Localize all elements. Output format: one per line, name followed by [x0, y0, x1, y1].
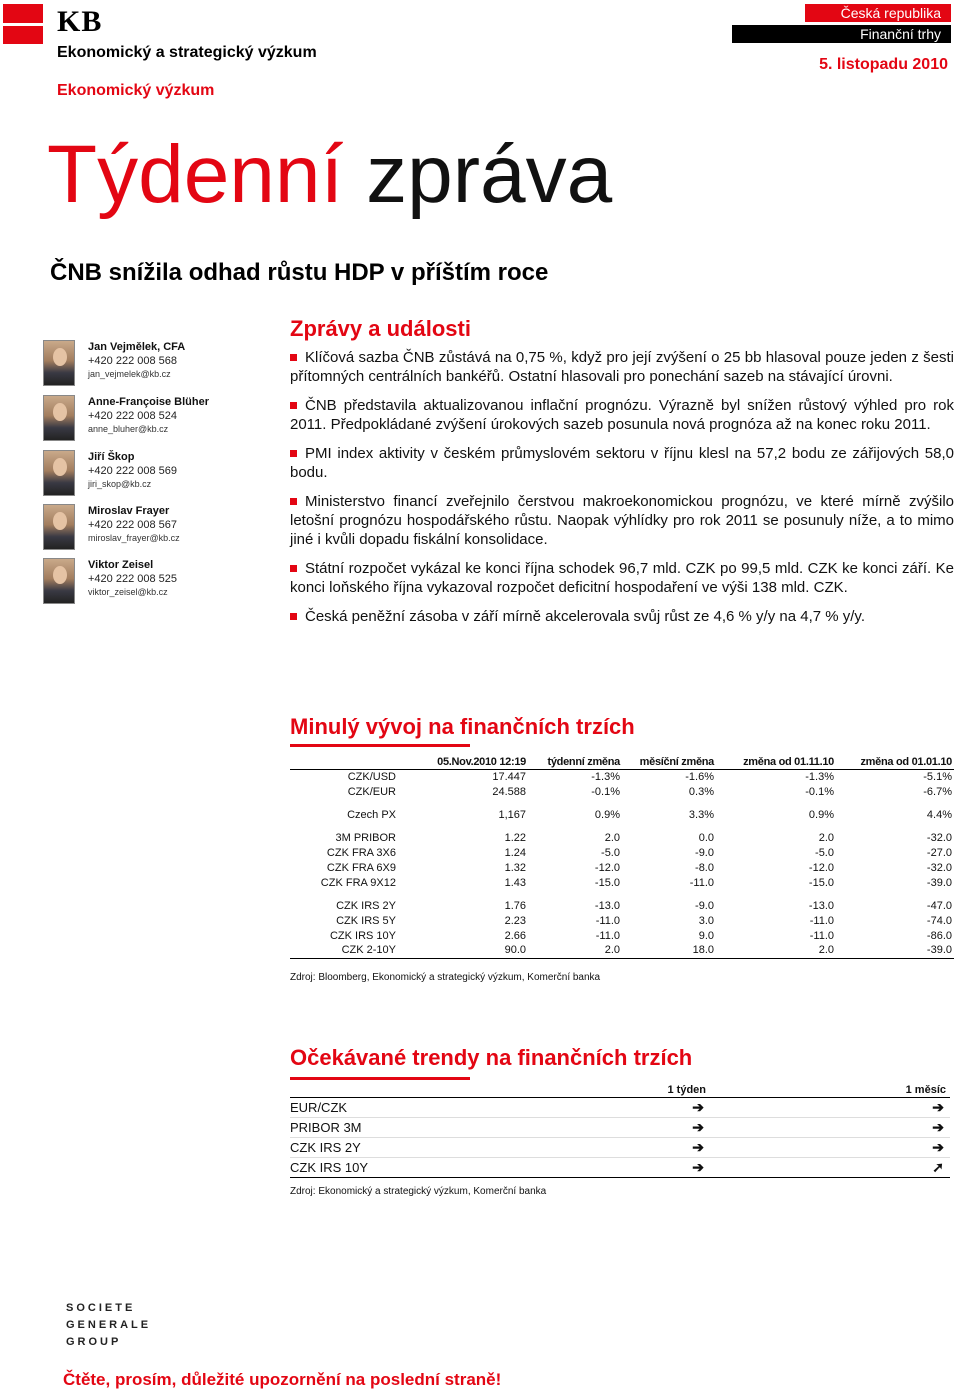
country-label: Česká republika [805, 4, 951, 22]
sg-logo-line: GENERALE [66, 1319, 152, 1331]
markets-table-body [290, 769, 954, 958]
table-cell: 2.0 [818, 831, 834, 844]
trends-source: Zdroj: Ekonomický a strategický výzkum, Komerční banka [290, 1186, 547, 1197]
instrument-name: CZK FRA 6X9 [326, 861, 396, 874]
instrument-name: CZK IRS 5Y [336, 914, 396, 927]
table-row [290, 943, 954, 958]
table-row [290, 898, 954, 913]
instrument-name: CZK 2-10Y [290, 943, 398, 958]
table-cell: -39.0 [836, 943, 954, 958]
table-cell: 1.32 [504, 861, 526, 874]
author-card [43, 558, 263, 606]
table-cell: 4.4% [926, 808, 952, 821]
table-cell: 17.447 [492, 770, 526, 783]
author-photo [43, 450, 75, 496]
markets-table [290, 755, 954, 959]
author-photo [43, 558, 75, 604]
table-cell: -5.0 [815, 846, 834, 859]
table-cell: 0.0 [698, 831, 714, 844]
subdepartment-name: Ekonomický výzkum [57, 82, 215, 99]
arrow-right-icon: ➔ [540, 1117, 710, 1137]
table-row [290, 1157, 950, 1177]
author-email[interactable]: anne_bluher@kb.cz [88, 424, 169, 434]
table-cell: -0.1% [591, 785, 620, 798]
author-name: Miroslav Frayer [88, 505, 170, 517]
trend-label: PRIBOR 3M [290, 1117, 540, 1137]
arrow-right-icon: ➔ [710, 1137, 950, 1157]
author-photo [43, 395, 75, 441]
bullet-icon [290, 613, 297, 620]
news-item: PMI index aktivity v českém průmyslovém sektoru v říjnu klesl na 57,2 bodu ze zářijových 58,0 bodu. [290, 445, 954, 481]
table-cell: -12.0 [808, 861, 834, 874]
sg-logo-line: GROUP [66, 1336, 122, 1348]
bullet-icon [290, 402, 297, 409]
table-cell: -13.0 [594, 899, 620, 912]
table-cell: -74.0 [926, 914, 952, 927]
table-cell: -27.0 [926, 846, 952, 859]
table-row [290, 1137, 950, 1157]
column-header: 1 měsíc [710, 1083, 950, 1097]
table-cell: -5.1% [923, 770, 952, 783]
table-cell: -8.0 [695, 861, 714, 874]
author-phone: +420 222 008 524 [88, 410, 178, 422]
column-header: změna od 01.11.10 [716, 755, 836, 769]
table-cell: 2.0 [604, 831, 620, 844]
news-item: ČNB představila aktualizovanou inflační prognózu. Výrazně byl snížen růstový výhled pro rok 2011. Předpokládané zvýšení úrokových sazeb posunula nová prognóza až na konec roku 2011. [290, 397, 954, 433]
instrument-name: CZK/EUR [347, 785, 396, 798]
author-name: Jan Vejmělek, CFA [88, 341, 186, 353]
instrument-name: CZK FRA 9X12 [320, 876, 396, 889]
table-cell: -9.0 [695, 846, 714, 859]
column-header: týdenní změna [528, 755, 622, 769]
markets-heading: Minulý vývoj na finančních trzích [290, 714, 635, 739]
table-cell: 1.43 [504, 876, 526, 889]
table-cell: 2.23 [504, 914, 526, 927]
table-row [290, 913, 954, 928]
news-list [290, 348, 954, 636]
sg-logo-line: SOCIETE [66, 1302, 136, 1314]
table-cell: 3.0 [698, 914, 714, 927]
instrument-name: 3M PRIBOR [335, 831, 396, 844]
table-cell: 90.0 [398, 943, 528, 958]
table-cell: 2.0 [528, 943, 622, 958]
table-header-row [290, 755, 954, 769]
table-cell: -11.0 [595, 929, 620, 942]
table-cell: -15.0 [808, 876, 834, 889]
market-label: Finanční trhy [732, 25, 951, 43]
table-cell: 1.24 [504, 846, 526, 859]
table-cell: 0.3% [688, 785, 714, 798]
news-item: Státní rozpočet vykázal ke konci října schodek 96,7 mld. CZK po 99,5 mld. CZK ke konci září. Ke konci loňského října vykazoval rozpočet deficitní hospodaření ve výši 138 mld. CZK. [290, 560, 954, 596]
table-row [290, 784, 954, 799]
trend-label: CZK IRS 2Y [290, 1137, 540, 1157]
column-header: 1 týden [540, 1083, 710, 1097]
table-cell: 24.588 [492, 785, 526, 798]
instrument-name: CZK IRS 2Y [336, 899, 396, 912]
news-heading: Zprávy a události [290, 316, 471, 341]
column-header [290, 755, 398, 769]
author-email[interactable]: jan_vejmelek@kb.cz [88, 369, 171, 379]
table-cell: -6.7% [923, 785, 952, 798]
department-name: Ekonomický a strategický výzkum [57, 44, 317, 61]
table-cell: -32.0 [926, 861, 952, 874]
table-row [290, 1097, 950, 1117]
bullet-icon [290, 450, 297, 457]
report-title-part1: Týdenní [47, 129, 344, 220]
table-cell: -12.0 [594, 861, 620, 874]
heading-underline [290, 744, 470, 747]
table-row [290, 769, 954, 784]
arrow-right-icon: ➔ [540, 1097, 710, 1117]
table-cell: 0.9% [594, 808, 620, 821]
table-cell: 18.0 [622, 943, 716, 958]
table-cell: -5.0 [601, 846, 620, 859]
table-cell: -11.0 [689, 876, 714, 889]
news-item: Česká peněžní zásoba v září mírně akcelerovala svůj růst ze 4,6 % y/y na 4,7 % y/y. [290, 607, 954, 626]
table-cell: 1.76 [504, 899, 526, 912]
author-email[interactable]: viktor_zeisel@kb.cz [88, 587, 168, 597]
author-phone: +420 222 008 569 [88, 465, 178, 477]
table-cell: -1.6% [685, 770, 714, 783]
bullet-icon [290, 354, 297, 361]
table-cell: -32.0 [926, 831, 952, 844]
kb-logo-divider [3, 23, 43, 26]
report-date: 5. listopadu 2010 [819, 56, 948, 73]
table-row [290, 830, 954, 845]
instrument-name: CZK/USD [347, 770, 396, 783]
table-cell: 9.0 [698, 929, 714, 942]
table-row [290, 807, 954, 822]
table-row [290, 860, 954, 875]
trends-table [290, 1083, 950, 1178]
report-title-part2: zpráva [366, 129, 613, 220]
table-cell: 2.0 [716, 943, 836, 958]
table-row [290, 845, 954, 860]
table-cell: 0.9% [808, 808, 834, 821]
author-phone: +420 222 008 567 [88, 519, 178, 531]
column-header: změna od 01.01.10 [836, 755, 954, 769]
arrow-up-right-icon: ➚ [710, 1157, 950, 1177]
table-cell: 1,167 [498, 808, 526, 821]
table-cell: -0.1% [805, 785, 834, 798]
author-email[interactable]: miroslav_frayer@kb.cz [88, 533, 180, 543]
report-title [47, 125, 612, 225]
table-cell: -15.0 [594, 876, 620, 889]
author-email[interactable]: jiri_skop@kb.cz [88, 479, 152, 489]
table-row [290, 928, 954, 943]
arrow-right-icon: ➔ [710, 1117, 950, 1137]
table-gap-row [290, 799, 954, 807]
heading-underline [290, 1077, 470, 1080]
author-card [43, 340, 263, 388]
table-row [290, 875, 954, 890]
table-cell: -39.0 [926, 876, 952, 889]
column-header [290, 1083, 540, 1097]
author-name: Jiří Škop [88, 451, 135, 463]
table-cell: -11.0 [809, 914, 834, 927]
column-header: 05.Nov.2010 12:19 [398, 755, 528, 769]
bullet-icon [290, 565, 297, 572]
bullet-icon [290, 498, 297, 505]
author-photo [43, 340, 75, 386]
trends-heading: Očekávané trendy na finančních trzích [290, 1045, 693, 1070]
author-photo [43, 504, 75, 550]
trend-label: EUR/CZK [290, 1097, 540, 1117]
table-cell: -1.3% [805, 770, 834, 783]
report-subtitle: ČNB snížila odhad růstu HDP v příštím roce [50, 259, 549, 286]
table-cell: -86.0 [926, 929, 952, 942]
table-row [290, 1117, 950, 1137]
column-header: měsíční změna [622, 755, 716, 769]
arrow-right-icon: ➔ [540, 1137, 710, 1157]
brand-name: KB [57, 5, 103, 38]
instrument-name: CZK IRS 10Y [329, 929, 396, 942]
table-cell: -11.0 [809, 929, 834, 942]
table-cell: 1.22 [504, 831, 526, 844]
author-phone: +420 222 008 568 [88, 355, 178, 367]
instrument-name: Czech PX [347, 808, 396, 821]
table-cell: -11.0 [595, 914, 620, 927]
arrow-right-icon: ➔ [710, 1097, 950, 1117]
table-cell: 3.3% [688, 808, 714, 821]
author-card [43, 450, 263, 498]
author-card [43, 504, 263, 552]
table-gap-row [290, 890, 954, 898]
trend-label: CZK IRS 10Y [290, 1157, 540, 1177]
table-header-row [290, 1083, 950, 1097]
table-cell: 2.66 [504, 929, 526, 942]
table-cell: -9.0 [695, 899, 714, 912]
arrow-right-icon: ➔ [540, 1157, 710, 1177]
news-item: Ministerstvo financí zveřejnilo čerstvou makroekonomickou prognózu, ve které mírně zvýšilo letošní prognózu hospodářského růstu. Naopak výhlídky pro rok 2011 se posunuly níže, a to mimo jiné i kvůli dopadu fiskální konsolidace. [290, 493, 954, 548]
author-card [43, 395, 263, 443]
disclaimer-notice: Čtěte, prosím, důležité upozornění na poslední straně! [63, 1370, 502, 1389]
author-name: Viktor Zeisel [88, 559, 154, 571]
table-cell: -13.0 [808, 899, 834, 912]
table-gap-row [290, 822, 954, 830]
author-name: Anne-Françoise Blüher [88, 396, 210, 408]
author-phone: +420 222 008 525 [88, 573, 178, 585]
societe-generale-logo [66, 1300, 151, 1351]
instrument-name: CZK FRA 3X6 [326, 846, 396, 859]
table-cell: -1.3% [591, 770, 620, 783]
markets-source: Zdroj: Bloomberg, Ekonomický a strategický výzkum, Komerční banka [290, 972, 601, 983]
table-cell: -47.0 [926, 899, 952, 912]
news-item: Klíčová sazba ČNB zůstává na 0,75 %, když pro její zvýšení o 25 bb hlasoval pouze jeden z šesti přítomných centrálních bankéřů. Ostatní hlasovali pro ponechání sazeb na stávající úrovni. [290, 349, 954, 385]
